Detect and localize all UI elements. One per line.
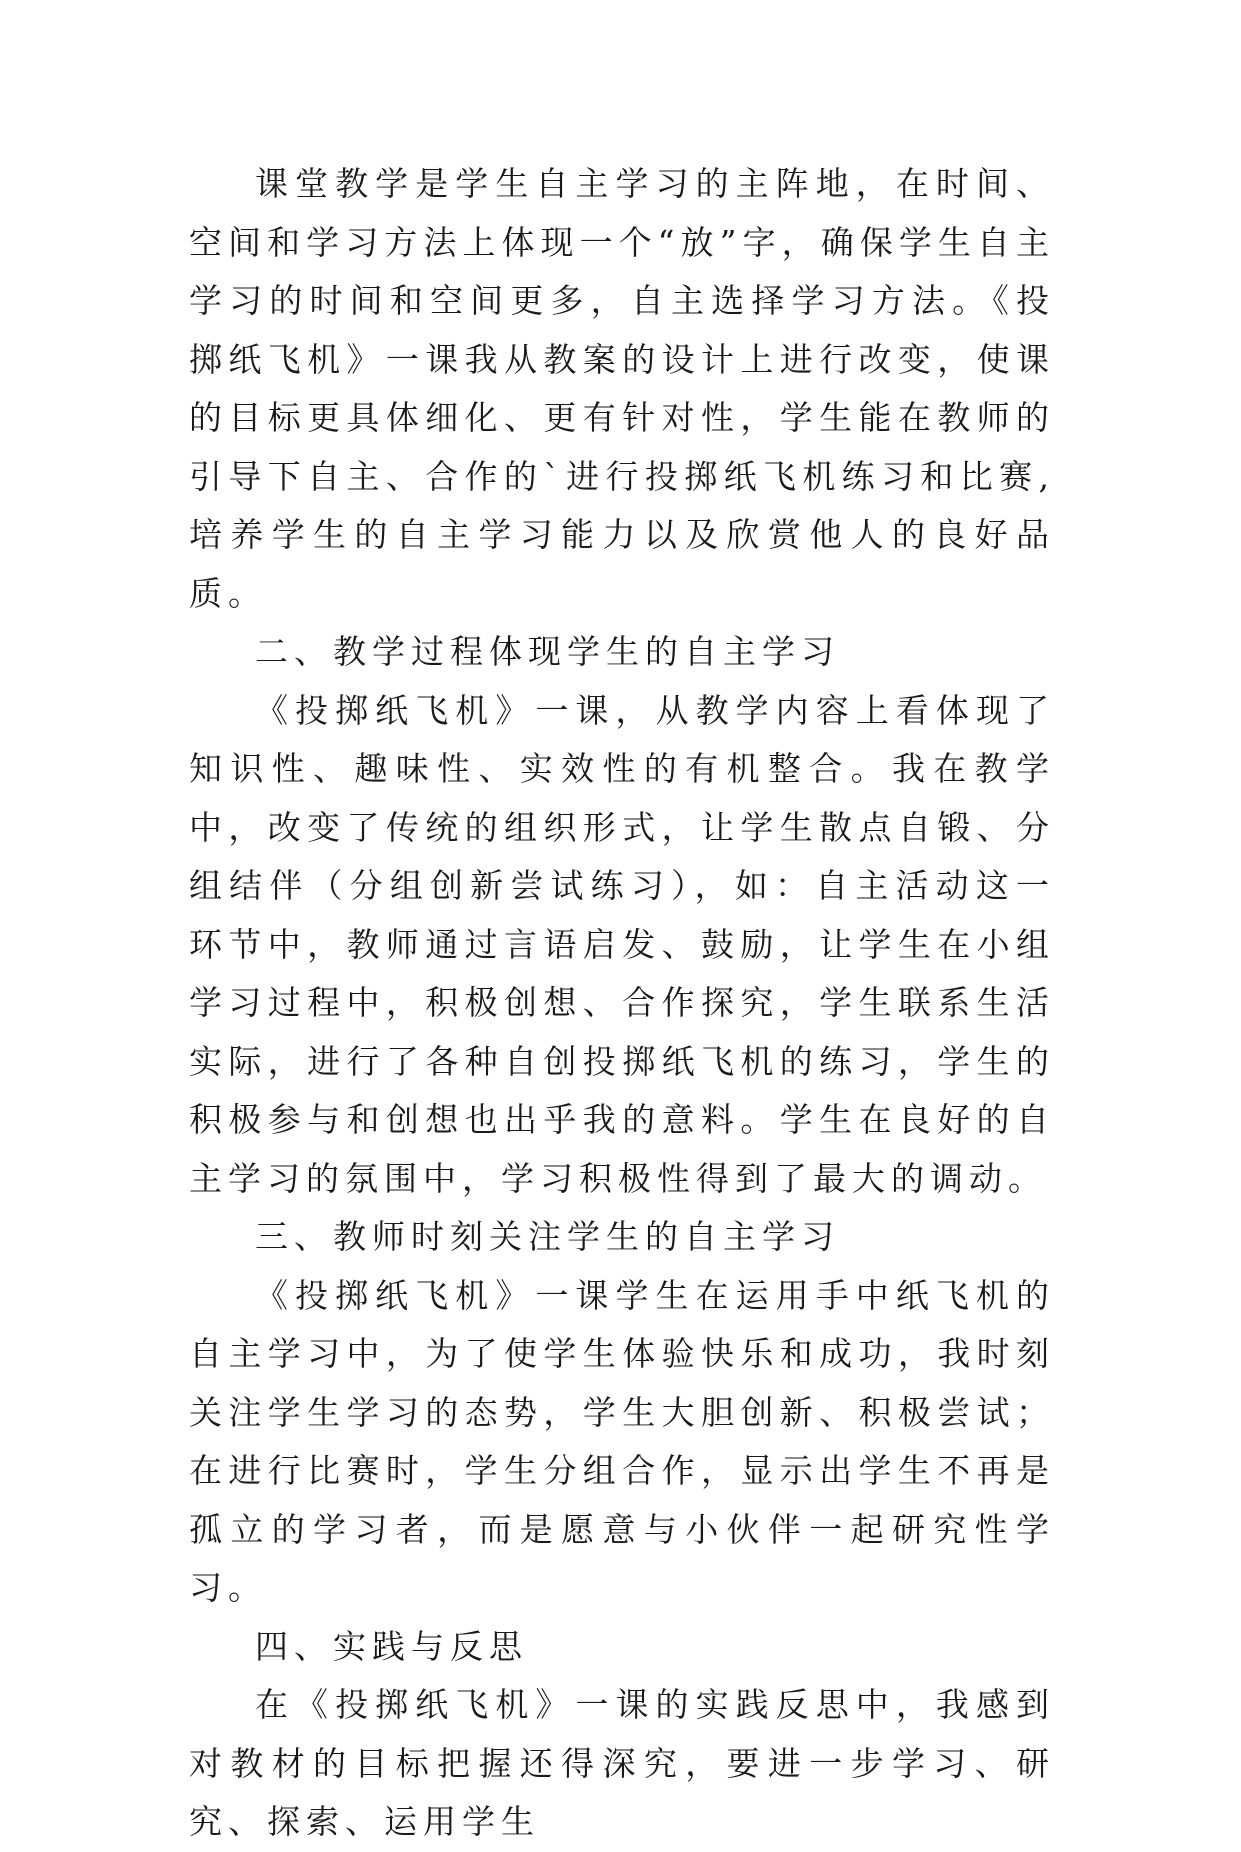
heading-teacher-attention: 三、教师时刻关注学生的自主学习 [255,1217,840,1256]
paragraph-teaching-process: 《投掷纸飞机》一课，从教学内容上看体现了知识性、趣味性、实效性的有机整合。我在教学中，改变了传统的组织形式，让学生散点自锻、分组结伴（分组创新尝试练习），如：自主活动这一环节中，教师通过言语启发、鼓励，让学生在小组学习过程中，积极创想、合作探究，学生联系生活实际，进行了各种自创投掷纸飞机的练习，学生的积极参与和创想也出乎我的意料。学生在良好的自主学习的氛围中，学习积极性得到了最大的调动。 [189,690,1055,1198]
heading-teaching-process: 二、教学过程体现学生的自主学习 [255,632,840,671]
document-body [189,155,1055,1852]
paragraph-practice-reflection: 在《投掷纸飞机》一课的实践反思中，我感到对教材的目标把握还得深究，要进一步学习、研究、探索、运用学生 [189,1685,1055,1841]
paragraph-teacher-attention: 《投掷纸飞机》一课学生在运用手中纸飞机的自主学习中，为了使学生体验快乐和成功，我时刻关注学生学习的态势，学生大胆创新、积极尝试；在进行比赛时，学生分组合作，显示出学生不再是孤立的学习者，而是愿意与小伙伴一起研究性学习。 [189,1275,1055,1607]
paragraph-classroom-teaching: 课堂教学是学生自主学习的主阵地，在时间、空间和学习方法上体现一个“放”字，确保学生自主学习的时间和空间更多，自主选择学习方法。《投掷纸飞机》一课我从教案的设计上进行改变，使课的目标更具体细化、更有针对性，学生能在教师的引导下自主、合作的`进行投掷纸飞机练习和比赛,培养学生的自主学习能力以及欣赏他人的良好品质。 [189,164,1055,613]
heading-practice-reflection: 四、实践与反思 [255,1626,528,1666]
